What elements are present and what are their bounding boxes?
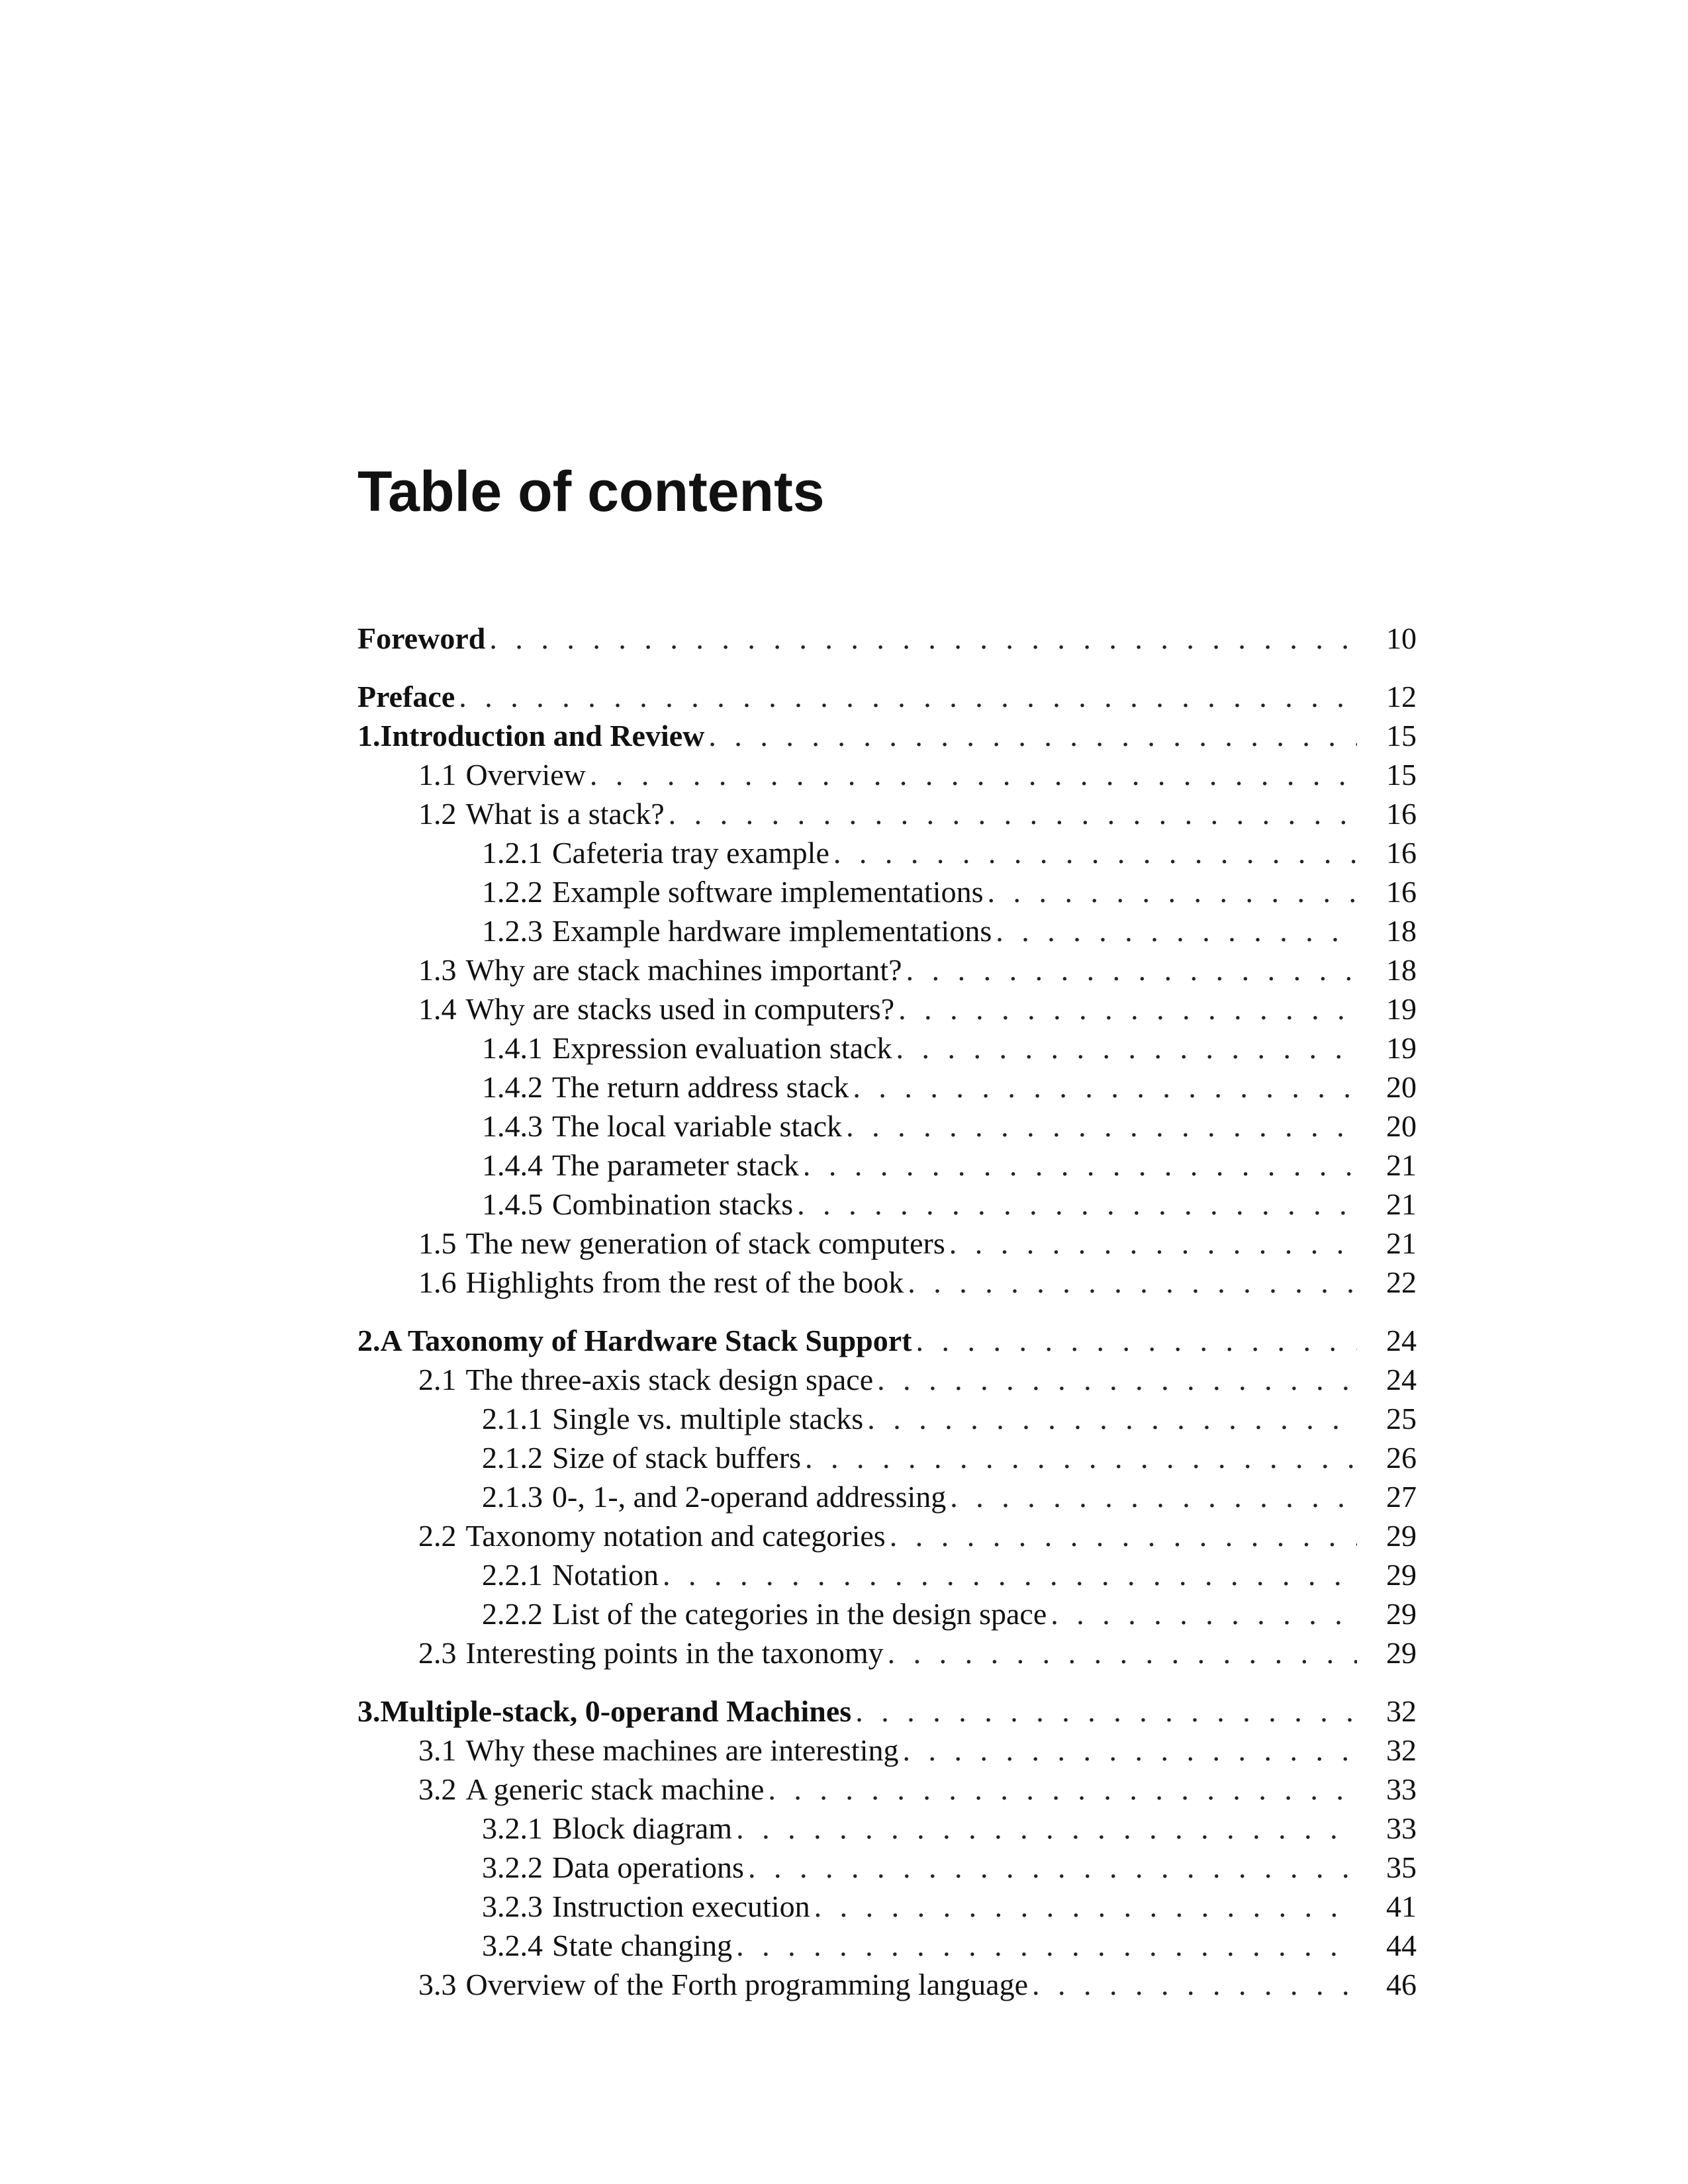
toc-entry bbox=[357, 1809, 1417, 1848]
toc-entry-number: 1.4 bbox=[418, 992, 457, 1026]
dot-leader bbox=[708, 716, 1357, 755]
dot-leader bbox=[996, 911, 1357, 950]
toc-entry-number: 1.1 bbox=[418, 758, 457, 792]
toc-entry-title: Introduction and Review bbox=[380, 719, 705, 752]
toc-entry bbox=[357, 1770, 1417, 1809]
toc-entry-page-number: 46 bbox=[1386, 1968, 1417, 2001]
dot-leader bbox=[950, 1477, 1357, 1516]
toc-entry bbox=[357, 1633, 1417, 1672]
toc-entry-number: 1.4.4 bbox=[482, 1148, 543, 1182]
toc-entry-number: 2.3 bbox=[418, 1636, 457, 1670]
toc-entry-title: Interesting points in the taxonomy bbox=[465, 1636, 884, 1670]
toc-entry-title: Example software implementations bbox=[552, 875, 984, 909]
toc-entry-number: 3. bbox=[357, 1694, 381, 1728]
toc-entry-title: Combination stacks bbox=[552, 1187, 794, 1221]
toc-chapter-entry bbox=[357, 1692, 1417, 1731]
toc-entry-title: The return address stack bbox=[552, 1070, 849, 1104]
dot-leader bbox=[916, 1321, 1357, 1360]
toc-entry-page-number: 20 bbox=[1386, 1070, 1417, 1104]
toc-entry-number: 1.6 bbox=[418, 1265, 457, 1299]
toc-entry bbox=[357, 1731, 1417, 1770]
toc-entry bbox=[357, 1477, 1417, 1516]
toc-entry bbox=[357, 1224, 1417, 1263]
toc-entry bbox=[357, 755, 1417, 794]
toc-entry-number: 1.2.2 bbox=[482, 875, 543, 909]
toc-entry-number: 2.2 bbox=[418, 1519, 457, 1553]
dot-leader bbox=[833, 833, 1357, 872]
toc-entry-number: 1.4.1 bbox=[482, 1031, 543, 1065]
toc-entry-title: Instruction execution bbox=[552, 1889, 810, 1923]
dot-leader bbox=[906, 950, 1357, 989]
toc-entry-title: Size of stack buffers bbox=[552, 1441, 801, 1475]
toc-entry-title: Why these machines are interesting bbox=[465, 1733, 899, 1767]
toc-entry-number: 2.1 bbox=[418, 1363, 457, 1396]
toc-entry-page-number: 29 bbox=[1386, 1519, 1417, 1553]
toc-entry-number: 1.2.3 bbox=[482, 914, 543, 948]
toc-entry-number: 3.2 bbox=[418, 1772, 457, 1806]
toc-entry bbox=[357, 950, 1417, 989]
toc-entry bbox=[357, 1146, 1417, 1185]
toc-entry-title: State changing bbox=[552, 1929, 733, 1962]
toc-entry-title: Foreword bbox=[357, 621, 486, 655]
dot-leader bbox=[896, 1028, 1357, 1068]
toc-entry-page-number: 12 bbox=[1386, 680, 1417, 713]
toc-entry-page-number: 35 bbox=[1386, 1850, 1417, 1884]
toc-entry-number: 3.2.1 bbox=[482, 1811, 543, 1845]
toc-entry-number: 2. bbox=[357, 1324, 381, 1357]
toc-entry-title: A Taxonomy of Hardware Stack Support bbox=[380, 1324, 912, 1357]
dot-leader bbox=[908, 1263, 1357, 1302]
toc-entry-page-number: 21 bbox=[1386, 1148, 1417, 1182]
page-title: Table of contents bbox=[357, 460, 825, 523]
toc-entry-page-number: 15 bbox=[1386, 719, 1417, 752]
toc-entry bbox=[357, 1555, 1417, 1594]
toc-entry-title: Multiple-stack, 0-operand Machines bbox=[380, 1694, 852, 1728]
toc-entry-number: 1.4.5 bbox=[482, 1187, 543, 1221]
dot-leader bbox=[867, 1399, 1357, 1438]
toc-entry-title: Block diagram bbox=[552, 1811, 733, 1845]
toc-entry-title: Why are stack machines important? bbox=[465, 953, 902, 987]
toc-chapter-entry bbox=[357, 716, 1417, 755]
toc-entry-title: List of the categories in the design space bbox=[552, 1597, 1047, 1631]
dot-leader bbox=[1051, 1594, 1357, 1633]
dot-leader bbox=[949, 1224, 1357, 1263]
toc-entry-title: Preface bbox=[357, 680, 455, 713]
toc-chapter-entry bbox=[357, 619, 1417, 658]
toc-entry-number: 2.2.1 bbox=[482, 1558, 543, 1592]
toc-entry-page-number: 16 bbox=[1386, 836, 1417, 870]
toc-entry-number: 3.2.4 bbox=[482, 1929, 543, 1962]
toc-entry-title: The new generation of stack computers bbox=[465, 1226, 945, 1260]
toc-entry-title: Overview of the Forth programming language bbox=[465, 1968, 1028, 2001]
toc-entry-page-number: 26 bbox=[1386, 1441, 1417, 1475]
dot-leader bbox=[489, 619, 1357, 658]
toc-entry bbox=[357, 1965, 1417, 2004]
toc-entry-title: Expression evaluation stack bbox=[552, 1031, 892, 1065]
toc-entry bbox=[357, 1887, 1417, 1926]
toc-entry-number: 3.2.2 bbox=[482, 1850, 543, 1884]
toc-entry bbox=[357, 911, 1417, 950]
toc-entry-page-number: 18 bbox=[1386, 953, 1417, 987]
toc-entry bbox=[357, 872, 1417, 911]
dot-leader bbox=[877, 1360, 1357, 1399]
toc-entry-title: Highlights from the rest of the book bbox=[465, 1265, 904, 1299]
toc-entry-number: 1.2 bbox=[418, 797, 457, 831]
toc-entry-number: 1.5 bbox=[418, 1226, 457, 1260]
toc-entry-title: Overview bbox=[465, 758, 586, 792]
dot-leader bbox=[888, 1633, 1357, 1672]
toc-entry-page-number: 22 bbox=[1386, 1265, 1417, 1299]
toc-entry-page-number: 41 bbox=[1386, 1889, 1417, 1923]
toc-entry-page-number: 24 bbox=[1386, 1324, 1417, 1357]
toc-entry bbox=[357, 1594, 1417, 1633]
toc-entry-number: 2.1.1 bbox=[482, 1402, 543, 1435]
toc-entry-page-number: 33 bbox=[1386, 1772, 1417, 1806]
dot-leader bbox=[890, 1516, 1357, 1555]
toc-entry bbox=[357, 1185, 1417, 1224]
toc-entry bbox=[357, 1438, 1417, 1477]
toc-entry-page-number: 18 bbox=[1386, 914, 1417, 948]
dot-leader bbox=[736, 1809, 1357, 1848]
toc-entry bbox=[357, 1926, 1417, 1965]
dot-leader bbox=[590, 755, 1357, 794]
toc-entry-number: 3.3 bbox=[418, 1968, 457, 2001]
toc-entry bbox=[357, 989, 1417, 1028]
toc-entry-title: Taxonomy notation and categories bbox=[465, 1519, 886, 1553]
table-of-contents bbox=[357, 619, 1417, 2004]
dot-leader bbox=[797, 1185, 1357, 1224]
toc-entry-number: 1.3 bbox=[418, 953, 457, 987]
toc-entry-page-number: 44 bbox=[1386, 1929, 1417, 1962]
dot-leader bbox=[902, 1731, 1357, 1770]
dot-leader bbox=[1032, 1965, 1357, 2004]
dot-leader bbox=[853, 1068, 1357, 1107]
toc-entry bbox=[357, 833, 1417, 872]
toc-entry-title: A generic stack machine bbox=[465, 1772, 765, 1806]
toc-entry bbox=[357, 794, 1417, 833]
toc-entry-page-number: 21 bbox=[1386, 1226, 1417, 1260]
toc-entry-number: 1.2.1 bbox=[482, 836, 543, 870]
toc-entry-number: 1.4.2 bbox=[482, 1070, 543, 1104]
toc-entry bbox=[357, 1360, 1417, 1399]
toc-entry bbox=[357, 1107, 1417, 1146]
toc-entry-page-number: 29 bbox=[1386, 1597, 1417, 1631]
toc-entry-title: Notation bbox=[552, 1558, 659, 1592]
dot-leader bbox=[459, 677, 1357, 716]
toc-entry bbox=[357, 1848, 1417, 1887]
toc-entry-page-number: 20 bbox=[1386, 1109, 1417, 1143]
toc-entry-number: 1.4.3 bbox=[482, 1109, 543, 1143]
toc-entry-page-number: 33 bbox=[1386, 1811, 1417, 1845]
toc-entry-number: 2.1.3 bbox=[482, 1480, 543, 1514]
dot-leader bbox=[846, 1107, 1357, 1146]
toc-entry-number: 2.2.2 bbox=[482, 1597, 543, 1631]
toc-entry-page-number: 10 bbox=[1386, 621, 1417, 655]
toc-entry-title: 0-, 1-, and 2-operand addressing bbox=[552, 1480, 947, 1514]
toc-entry-title: Example hardware implementations bbox=[552, 914, 992, 948]
dot-leader bbox=[814, 1887, 1357, 1926]
dot-leader bbox=[768, 1770, 1357, 1809]
dot-leader bbox=[736, 1926, 1357, 1965]
toc-entry bbox=[357, 1516, 1417, 1555]
dot-leader bbox=[663, 1555, 1357, 1594]
toc-entry-title: Cafeteria tray example bbox=[552, 836, 829, 870]
toc-entry-page-number: 29 bbox=[1386, 1636, 1417, 1670]
dot-leader bbox=[855, 1692, 1357, 1731]
dot-leader bbox=[805, 1438, 1357, 1477]
dot-leader bbox=[669, 794, 1357, 833]
toc-entry bbox=[357, 1399, 1417, 1438]
dot-leader bbox=[803, 1146, 1357, 1185]
toc-entry bbox=[357, 1263, 1417, 1302]
toc-entry-page-number: 21 bbox=[1386, 1187, 1417, 1221]
toc-entry-page-number: 29 bbox=[1386, 1558, 1417, 1592]
toc-entry-title: Why are stacks used in computers? bbox=[465, 992, 895, 1026]
toc-chapter-entry bbox=[357, 677, 1417, 716]
toc-entry-page-number: 25 bbox=[1386, 1402, 1417, 1435]
toc-entry bbox=[357, 1028, 1417, 1068]
dot-leader bbox=[898, 989, 1357, 1028]
toc-entry bbox=[357, 1068, 1417, 1107]
toc-entry-title: Data operations bbox=[552, 1850, 744, 1884]
toc-entry-number: 3.2.3 bbox=[482, 1889, 543, 1923]
toc-entry-number: 1. bbox=[357, 719, 381, 752]
toc-entry-page-number: 32 bbox=[1386, 1733, 1417, 1767]
dot-leader bbox=[987, 872, 1357, 911]
toc-entry-page-number: 19 bbox=[1386, 992, 1417, 1026]
toc-entry-page-number: 19 bbox=[1386, 1031, 1417, 1065]
toc-entry-page-number: 16 bbox=[1386, 875, 1417, 909]
toc-chapter-entry bbox=[357, 1321, 1417, 1360]
toc-entry-title: What is a stack? bbox=[465, 797, 665, 831]
toc-entry-page-number: 15 bbox=[1386, 758, 1417, 792]
toc-entry-number: 3.1 bbox=[418, 1733, 457, 1767]
toc-entry-title: The parameter stack bbox=[552, 1148, 799, 1182]
toc-entry-page-number: 16 bbox=[1386, 797, 1417, 831]
toc-entry-page-number: 27 bbox=[1386, 1480, 1417, 1514]
toc-entry-number: 2.1.2 bbox=[482, 1441, 543, 1475]
toc-entry-title: The three-axis stack design space bbox=[465, 1363, 874, 1396]
toc-entry-page-number: 32 bbox=[1386, 1694, 1417, 1728]
toc-entry-page-number: 24 bbox=[1386, 1363, 1417, 1396]
toc-entry-title: The local variable stack bbox=[552, 1109, 843, 1143]
dot-leader bbox=[748, 1848, 1357, 1887]
toc-entry-title: Single vs. multiple stacks bbox=[552, 1402, 864, 1435]
